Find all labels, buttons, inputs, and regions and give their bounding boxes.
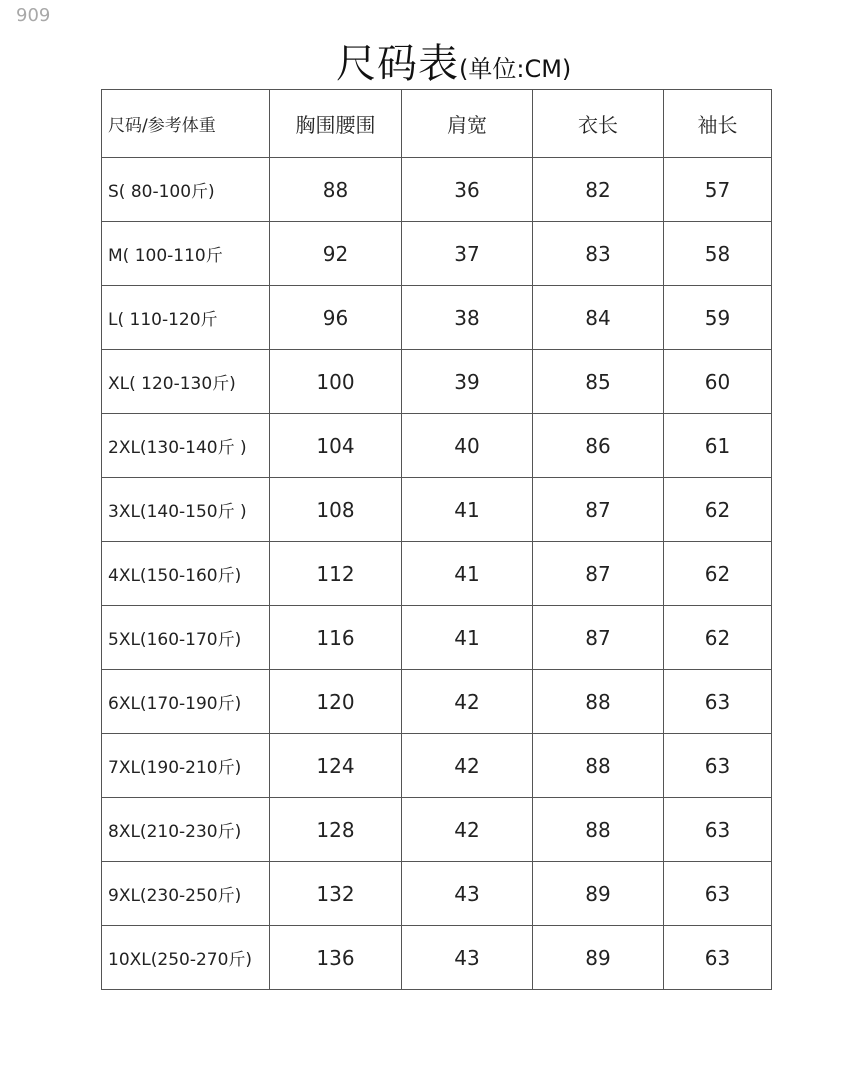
size-cell: 9XL(230-250斤) <box>102 862 270 926</box>
chest-waist-cell: 92 <box>270 222 402 286</box>
shoulder-cell: 42 <box>402 734 533 798</box>
table-row <box>102 222 772 286</box>
shoulder-cell: 40 <box>402 414 533 478</box>
chest-waist-cell: 96 <box>270 286 402 350</box>
shoulder-cell: 41 <box>402 542 533 606</box>
length-cell: 87 <box>533 606 664 670</box>
header-chest-waist: 胸围腰围 <box>270 90 402 158</box>
sleeve-cell: 62 <box>664 478 772 542</box>
chest-waist-cell: 116 <box>270 606 402 670</box>
chest-waist-cell: 136 <box>270 926 402 990</box>
table-row <box>102 798 772 862</box>
sleeve-cell: 63 <box>664 670 772 734</box>
size-cell: 2XL(130-140斤 ) <box>102 414 270 478</box>
shoulder-cell: 43 <box>402 862 533 926</box>
length-cell: 88 <box>533 734 664 798</box>
shoulder-cell: 39 <box>402 350 533 414</box>
sleeve-cell: 62 <box>664 606 772 670</box>
length-cell: 82 <box>533 158 664 222</box>
sleeve-cell: 61 <box>664 414 772 478</box>
table-row <box>102 286 772 350</box>
size-cell: 10XL(250-270斤) <box>102 926 270 990</box>
table-row <box>102 158 772 222</box>
length-cell: 89 <box>533 862 664 926</box>
chest-waist-cell: 124 <box>270 734 402 798</box>
chest-waist-cell: 108 <box>270 478 402 542</box>
chest-waist-cell: 88 <box>270 158 402 222</box>
sleeve-cell: 63 <box>664 734 772 798</box>
size-cell: L( 110-120斤 <box>102 286 270 350</box>
size-cell: 3XL(140-150斤 ) <box>102 478 270 542</box>
size-cell: 7XL(190-210斤) <box>102 734 270 798</box>
table-row <box>102 350 772 414</box>
length-cell: 89 <box>533 926 664 990</box>
length-cell: 85 <box>533 350 664 414</box>
chest-waist-cell: 120 <box>270 670 402 734</box>
title-unit: (单位:CM) <box>459 55 572 83</box>
table-row <box>102 414 772 478</box>
chest-waist-cell: 128 <box>270 798 402 862</box>
header-length: 衣长 <box>533 90 664 158</box>
size-chart-table <box>101 89 772 990</box>
length-cell: 87 <box>533 478 664 542</box>
shoulder-cell: 36 <box>402 158 533 222</box>
sleeve-cell: 60 <box>664 350 772 414</box>
sleeve-cell: 63 <box>664 798 772 862</box>
size-cell: 6XL(170-190斤) <box>102 670 270 734</box>
sleeve-cell: 59 <box>664 286 772 350</box>
size-cell: 8XL(210-230斤) <box>102 798 270 862</box>
page-title <box>336 32 571 89</box>
table-row <box>102 670 772 734</box>
size-cell: 5XL(160-170斤) <box>102 606 270 670</box>
chest-waist-cell: 132 <box>270 862 402 926</box>
length-cell: 88 <box>533 798 664 862</box>
shoulder-cell: 41 <box>402 478 533 542</box>
shoulder-cell: 43 <box>402 926 533 990</box>
chest-waist-cell: 112 <box>270 542 402 606</box>
table-row <box>102 926 772 990</box>
sleeve-cell: 62 <box>664 542 772 606</box>
table-header-row <box>102 90 772 158</box>
table-row <box>102 862 772 926</box>
header-sleeve: 袖长 <box>664 90 772 158</box>
table-row <box>102 542 772 606</box>
shoulder-cell: 37 <box>402 222 533 286</box>
shoulder-cell: 42 <box>402 798 533 862</box>
length-cell: 87 <box>533 542 664 606</box>
header-size-weight: 尺码/参考体重 <box>102 90 270 158</box>
title-main: 尺码表 <box>336 41 459 87</box>
shoulder-cell: 41 <box>402 606 533 670</box>
header-shoulder: 肩宽 <box>402 90 533 158</box>
length-cell: 83 <box>533 222 664 286</box>
shoulder-cell: 38 <box>402 286 533 350</box>
size-cell: M( 100-110斤 <box>102 222 270 286</box>
sleeve-cell: 63 <box>664 926 772 990</box>
sleeve-cell: 57 <box>664 158 772 222</box>
size-cell: S( 80-100斤) <box>102 158 270 222</box>
length-cell: 86 <box>533 414 664 478</box>
table-body <box>102 158 772 990</box>
table-row <box>102 606 772 670</box>
length-cell: 88 <box>533 670 664 734</box>
length-cell: 84 <box>533 286 664 350</box>
chest-waist-cell: 104 <box>270 414 402 478</box>
sleeve-cell: 63 <box>664 862 772 926</box>
corner-label: 909 <box>16 5 51 26</box>
size-cell: 4XL(150-160斤) <box>102 542 270 606</box>
sleeve-cell: 58 <box>664 222 772 286</box>
table-row <box>102 478 772 542</box>
size-cell: XL( 120-130斤) <box>102 350 270 414</box>
table-row <box>102 734 772 798</box>
shoulder-cell: 42 <box>402 670 533 734</box>
chest-waist-cell: 100 <box>270 350 402 414</box>
